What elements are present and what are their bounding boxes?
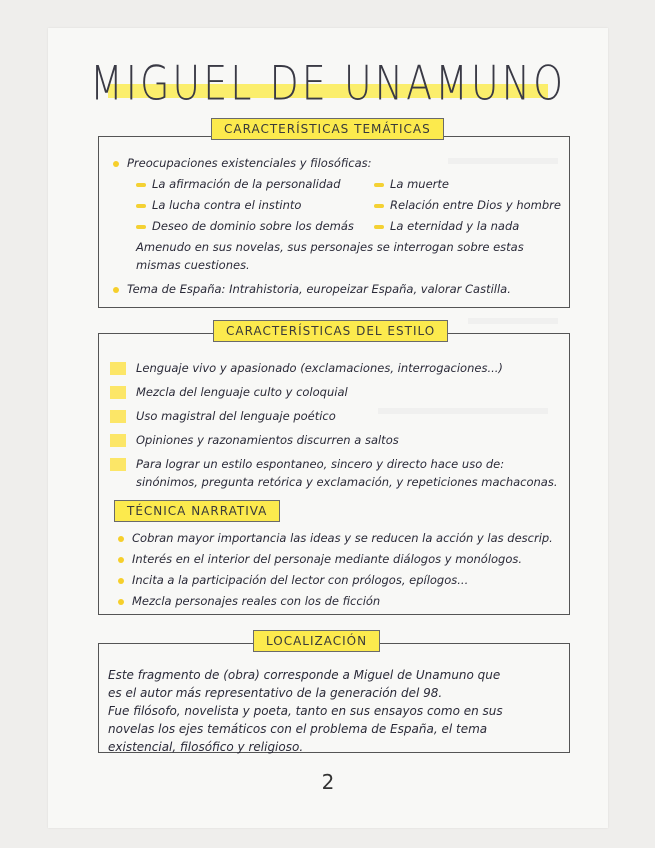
narrativa-item: Mezcla personajes reales con los de ficción: [118, 594, 380, 608]
bullet-icon: [118, 536, 124, 542]
estilo-item: Para lograr un estilo espontaneo, sincero y directo hace uso de:: [136, 457, 505, 471]
estilo-item: Lenguaje vivo y apasionado (exclamaciones, interrogaciones...): [136, 361, 503, 375]
localizacion-line: Fue filósofo, novelista y poeta, tanto en sus ensayos como en sus: [108, 704, 503, 718]
tematicas-intro: Preocupaciones existenciales y filosóficas:: [113, 156, 372, 170]
bleed-through-mark: [468, 318, 558, 324]
title-area: [48, 55, 608, 111]
heading-tematicas: CARACTERÍSTICAS TEMÁTICAS: [211, 118, 444, 140]
localizacion-line: Este fragmento de (obra) corresponde a Miguel de Unamuno que: [108, 668, 501, 682]
notebook-page: [48, 28, 608, 828]
highlight-square-icon: [110, 410, 126, 423]
highlight-square-icon: [110, 386, 126, 399]
highlight-square-icon: [110, 434, 126, 447]
dash-icon: [374, 225, 384, 229]
tematica-item: La eternidad y la nada: [374, 219, 519, 233]
tematica-item: La muerte: [374, 177, 449, 191]
tematica-item: Relación entre Dios y hombre: [374, 198, 561, 212]
bullet-icon: [118, 578, 124, 584]
tematica-item: La lucha contra el instinto: [136, 198, 301, 212]
dash-icon: [136, 183, 146, 187]
narrativa-item: Incita a la participación del lector con prólogos, epílogos...: [118, 573, 468, 587]
estilo-item: Opiniones y razonamientos discurren a saltos: [136, 433, 399, 447]
estilo-item: Mezcla del lenguaje culto y coloquial: [136, 385, 348, 399]
dash-icon: [136, 204, 146, 208]
estilo-item-continued: sinónimos, pregunta retórica y exclamación, y repeticiones machaconas.: [136, 475, 558, 489]
tematicas-note: mismas cuestiones.: [136, 258, 250, 272]
heading-estilo: CARACTERÍSTICAS DEL ESTILO: [213, 320, 448, 342]
dash-icon: [136, 225, 146, 229]
highlight-square-icon: [110, 362, 126, 375]
localizacion-line: existencial, filosófico y religioso.: [108, 740, 304, 754]
dash-icon: [374, 204, 384, 208]
heading-narrativa: TÉCNICA NARRATIVA: [114, 500, 280, 522]
localizacion-line: novelas los ejes temáticos con el problema de España, el tema: [108, 722, 488, 736]
narrativa-item: Interés en el interior del personaje mediante diálogos y monólogos.: [118, 552, 522, 566]
tematica-item: Deseo de dominio sobre los demás: [136, 219, 354, 233]
bullet-icon: [118, 599, 124, 605]
dash-icon: [374, 183, 384, 187]
tematica-espana: Tema de España: Intrahistoria, europeizar España, valorar Castilla.: [113, 282, 511, 296]
page-title: MIGUEL DE UNAMUNO: [89, 55, 567, 111]
bullet-icon: [113, 287, 119, 293]
narrativa-item: Cobran mayor importancia las ideas y se reducen la acción y las descrip.: [118, 531, 553, 545]
bullet-icon: [113, 161, 119, 167]
highlight-square-icon: [110, 458, 126, 471]
estilo-item: Uso magistral del lenguaje poético: [136, 409, 336, 423]
tematicas-note: Amenudo en sus novelas, sus personajes se interrogan sobre estas: [136, 240, 524, 254]
bullet-icon: [118, 557, 124, 563]
localizacion-line: es el autor más representativo de la generación del 98.: [108, 686, 443, 700]
tematica-item: La afirmación de la personalidad: [136, 177, 341, 191]
page-number: 2: [321, 770, 335, 794]
heading-localizacion: LOCALIZACIÓN: [253, 630, 380, 652]
